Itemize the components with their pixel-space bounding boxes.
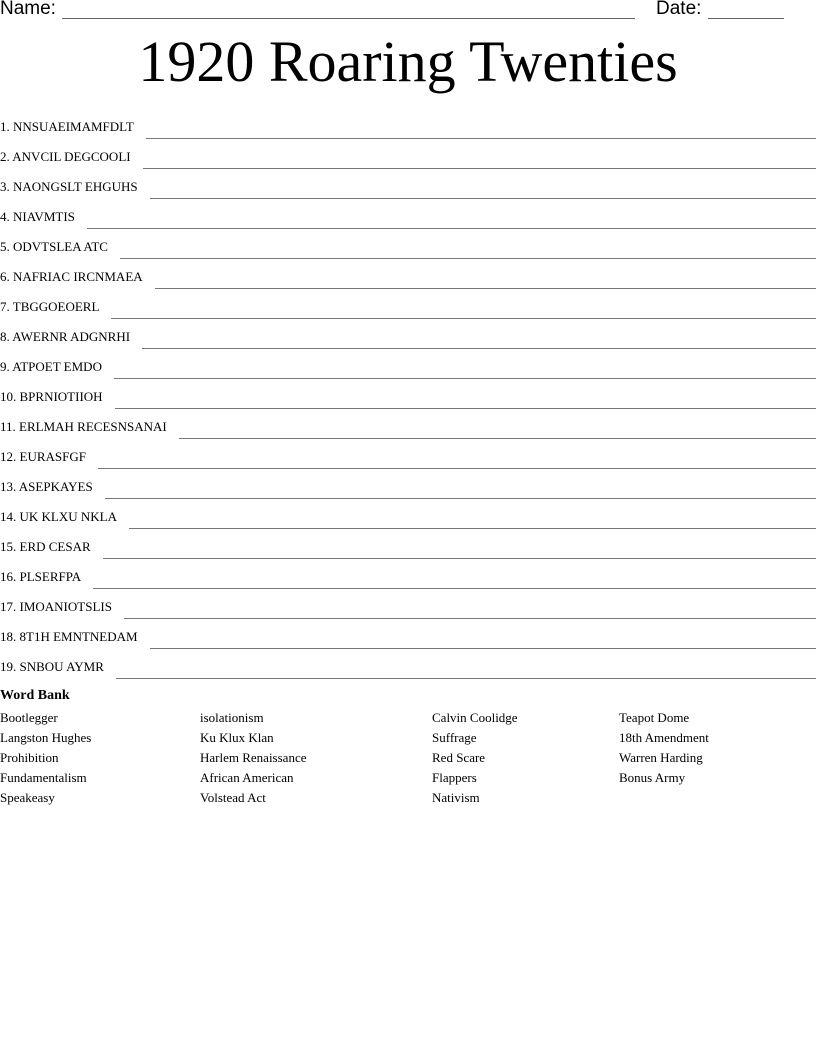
answer-line[interactable]: [129, 528, 816, 529]
word-bank-item: Teapot Dome: [619, 710, 690, 725]
word-bank-item: Volstead Act: [200, 790, 266, 805]
question-row: [0, 560, 816, 590]
word-bank-item: Fundamentalism: [0, 770, 87, 785]
question-row: [0, 590, 816, 620]
word-bank-item: Speakeasy: [0, 790, 55, 805]
scrambled-word: 5. ODVTSLEA ATC: [0, 239, 108, 254]
word-bank-item: Prohibition: [0, 750, 59, 765]
answer-line[interactable]: [103, 558, 816, 559]
answer-line[interactable]: [146, 138, 816, 139]
scrambled-word: 17. IMOANIOTSLIS: [0, 599, 112, 614]
word-bank: [0, 708, 816, 808]
scrambled-word: 10. BPRNIOTIIOH: [0, 389, 103, 404]
scrambled-word: 1. NNSUAEIMAMFDLT: [0, 119, 134, 134]
word-bank-item: 18th Amendment: [619, 730, 709, 745]
answer-line[interactable]: [111, 318, 816, 319]
answer-line[interactable]: [105, 498, 816, 499]
word-bank-item: Bonus Army: [619, 770, 686, 785]
word-bank-item: Suffrage: [432, 730, 477, 745]
word-bank-item: Nativism: [432, 790, 480, 805]
answer-line[interactable]: [155, 288, 816, 289]
scrambled-word: 3. NAONGSLT EHGUHS: [0, 179, 138, 194]
question-row: [0, 650, 816, 680]
word-bank-column: [200, 708, 306, 808]
answer-line[interactable]: [179, 438, 816, 439]
question-row: [0, 200, 816, 230]
question-row: [0, 230, 816, 260]
question-row: [0, 530, 816, 560]
word-bank-item: Ku Klux Klan: [200, 730, 274, 745]
word-bank-column: [0, 708, 91, 808]
word-bank-item: African American: [200, 770, 294, 785]
answer-line[interactable]: [124, 618, 816, 619]
question-row: [0, 620, 816, 650]
word-bank-item: isolationism: [200, 710, 264, 725]
question-row: [0, 260, 816, 290]
scrambled-word: 13. ASEPKAYES: [0, 479, 93, 494]
question-row: [0, 410, 816, 440]
scrambled-word: 2. ANVCIL DEGCOOLI: [0, 149, 131, 164]
page-title: 1920 Roaring Twenties: [138, 29, 678, 94]
name-blank-line[interactable]: [62, 18, 635, 19]
question-row: [0, 140, 816, 170]
date-blank-line[interactable]: [708, 18, 784, 19]
answer-line[interactable]: [150, 198, 816, 199]
word-bank-title: Word Bank: [0, 688, 70, 703]
name-date-header: [0, 0, 816, 24]
word-bank-column: [432, 708, 518, 808]
question-row: [0, 170, 816, 200]
answer-line[interactable]: [150, 648, 816, 649]
word-bank-column: [619, 708, 709, 788]
scrambled-word: 7. TBGGOEOERL: [0, 299, 100, 314]
scrambled-word: 12. EURASFGF: [0, 449, 86, 464]
question-row: [0, 470, 816, 500]
name-label: Name:: [0, 0, 56, 19]
scrambled-word: 4. NIAVMTIS: [0, 209, 75, 224]
scrambled-word: 11. ERLMAH RECESNSANAI: [0, 419, 167, 434]
scramble-question-list: [0, 110, 816, 680]
scrambled-word: 8. AWERNR ADGNRHI: [0, 329, 131, 344]
answer-line[interactable]: [98, 468, 816, 469]
scrambled-word: 18. 8T1H EMNTNEDAM: [0, 629, 138, 644]
answer-line[interactable]: [143, 168, 816, 169]
question-row: [0, 500, 816, 530]
date-label: Date:: [656, 0, 702, 19]
word-bank-item: Bootlegger: [0, 710, 58, 725]
answer-line[interactable]: [142, 348, 816, 349]
answer-line[interactable]: [114, 378, 816, 379]
scrambled-word: 19. SNBOU AYMR: [0, 659, 104, 674]
answer-line[interactable]: [116, 678, 816, 679]
question-row: [0, 440, 816, 470]
scrambled-word: 14. UK KLXU NKLA: [0, 509, 117, 524]
word-bank-item: Calvin Coolidge: [432, 710, 518, 725]
question-row: [0, 380, 816, 410]
answer-line[interactable]: [120, 258, 816, 259]
word-bank-item: Warren Harding: [619, 750, 703, 765]
question-row: [0, 350, 816, 380]
scrambled-word: 15. ERD CESAR: [0, 539, 91, 554]
word-bank-item: Langston Hughes: [0, 730, 92, 745]
scrambled-word: 6. NAFRIAC IRCNMAEA: [0, 269, 143, 284]
word-bank-item: Harlem Renaissance: [200, 750, 307, 765]
answer-line[interactable]: [87, 228, 816, 229]
word-bank-item: Red Scare: [432, 750, 486, 765]
scrambled-word: 9. ATPOET EMDO: [0, 359, 102, 374]
answer-line[interactable]: [115, 408, 816, 409]
word-bank-item: Flappers: [432, 770, 477, 785]
scrambled-word: 16. PLSERFPA: [0, 569, 82, 584]
answer-line[interactable]: [93, 588, 816, 589]
question-row: [0, 290, 816, 320]
question-row: [0, 320, 816, 350]
question-row: [0, 110, 816, 140]
